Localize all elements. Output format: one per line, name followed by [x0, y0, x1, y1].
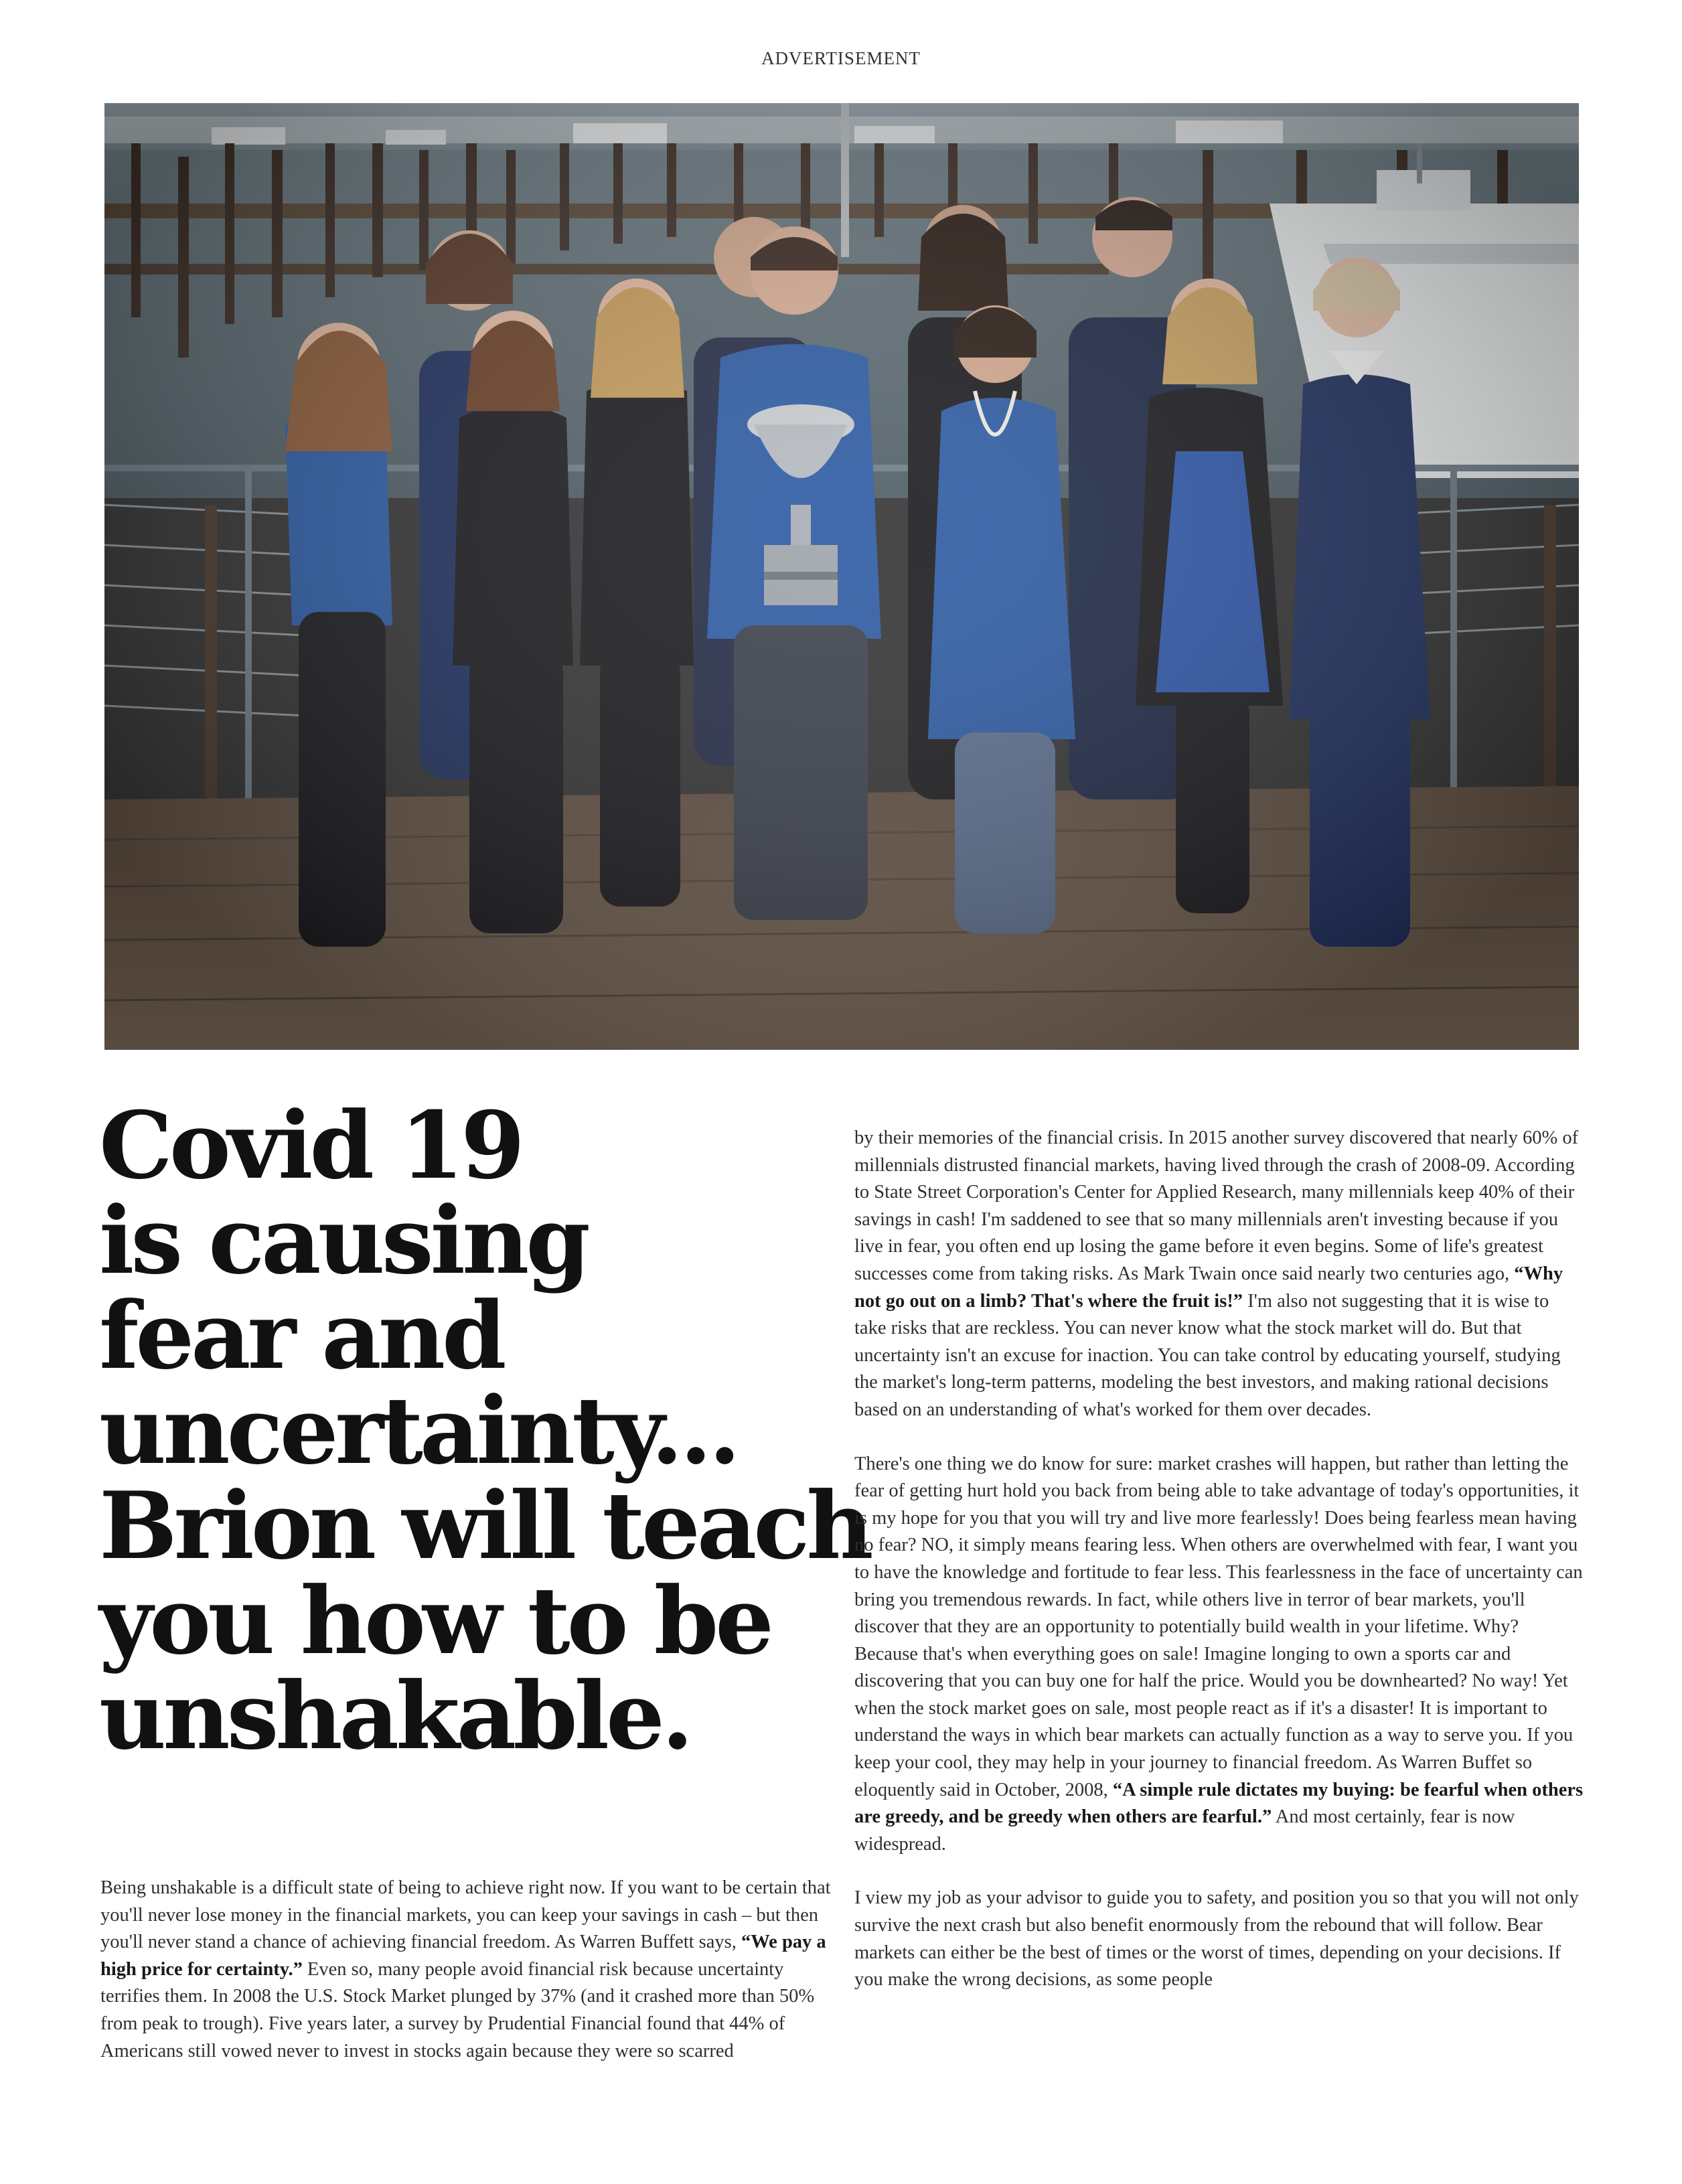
team-photo [104, 103, 1579, 1050]
right-p1-text-b: I'm also not suggesting that it is wise to take risks that are reckless. You can never know what the stock market will do. But that uncertainty isn't an excuse for inaction. You can take control by educating yourself, studying the market's long-term patterns, modeling the best investors, and making rational decisions based on an understanding of what's worked for them over decades. [854, 1290, 1561, 1420]
left-paragraph-1 [100, 1875, 837, 2065]
headline-line-5: Brion will teach [99, 1471, 870, 1580]
headline-line-6: you how to be [99, 1566, 771, 1675]
right-p2-text-b: And most certainly, fear is now widespread. [854, 1806, 1515, 1855]
right-p1-quote: “Why not go out on a limb? That's where the fruit is!” [854, 1263, 1563, 1312]
right-p1-text-a: by their memories of the financial crisis. In 2015 another survey discovered that nearly 60% of millennials distrusted financial markets, having lived through the crash of 2008-09. According to State Street Corporation's Center for Applied Research, many millennials keep 40% of their savings in cash! I'm saddened to see that so many millennials aren't investing because if you live in fear, you often end up losing the game before it even begins. Some of life's greatest successes come from taking risks. As Mark Twain once said nearly two centuries ago, [854, 1127, 1579, 1284]
headline-line-7: unshakable. [99, 1661, 690, 1770]
left-p1-text-b: Even so, many people avoid financial risk because uncertainty terrifies them. In 2008 the U.S. Stock Market plunged by 37% (and it crashed more than 50% from peak to trough). Five years later, a survey by Prudential Financial found that 44% of Americans still vowed never to invest in stocks again because they were so scarred [100, 1958, 815, 2061]
right-p2-quote: “A simple rule dictates my buying: be fearful when others are greedy, and be greedy when others are fearful.” [854, 1779, 1584, 1828]
right-paragraph-1 [854, 1125, 1584, 1424]
headline-line-3: fear and [99, 1281, 504, 1390]
advertisement-label: ADVERTISEMENT [761, 48, 921, 68]
right-p2-text-a: There's one thing we do know for sure: market crashes will happen, but rather than letting the fear of getting hurt hold you back from being able to take advantage of today's opportunities, it is my hope for you that you will try and live more fearlessly! Does being fearless mean having no fear? NO, it simply means fearing less. When others are overwhelmed with fear, I want you to have the knowledge and fortitude to fear less. This fearlessness in the face of uncertainty can bring you tremendous rewards. In fact, while others live in terror of bear markets, you'll discover that they are an opportunity to potentially build wealth in your lifetime. Why? Because that's when everything goes on sale! Imagine longing to own a sports car and discovering that you can buy one for half the price. Would you be downhearted? No way! Yet when the stock market goes on sale, most people react as if it's a disaster! It is important to understand the ways in which bear markets can actually function as a way to serve you. If you keep your cool, they may help in your journey to financial freedom. As Warren Buffet so eloquently said in October, 2008, [854, 1453, 1583, 1800]
left-p1-text-a: Being unshakable is a difficult state of being to achieve right now. If you want to be certain that you'll never lose money in the financial markets, you can keep your savings in cash – but then you'll never stand a chance of achieving financial freedom. As Warren Buffett says, [100, 1877, 831, 1953]
left-column [100, 1875, 837, 2065]
headline-line-1: Covid 19 [99, 1091, 522, 1200]
right-column [854, 1125, 1584, 1994]
right-paragraph-2 [854, 1451, 1584, 1859]
headline-line-2: is causing [99, 1186, 587, 1295]
right-paragraph-3: I view my job as your advisor to guide you to safety, and position you so that you will not only survive the next crash but also benefit enormously from the rebound that will follow. Bear markets can either be the best of times or the worst of times, depending on your decisions. If you make the wrong decisions, as some people [854, 1887, 1579, 1991]
headline [99, 1091, 870, 1770]
left-p1-quote: “We pay a high price for certainty.” [100, 1932, 826, 1980]
headline-line-4: uncertainty... [99, 1376, 738, 1485]
